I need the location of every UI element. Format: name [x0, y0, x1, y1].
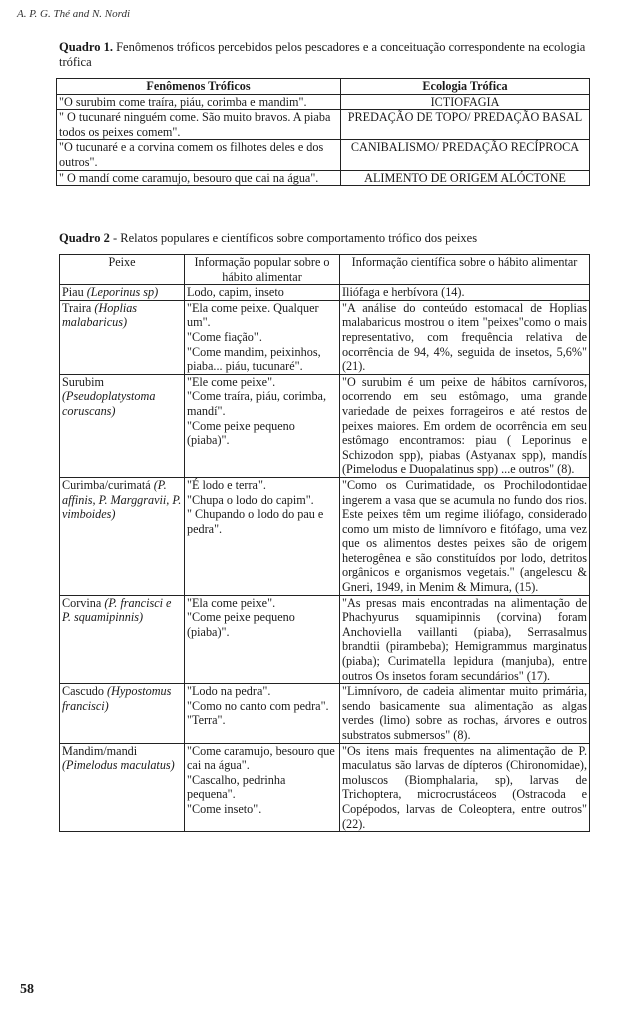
- popular-quote: "Come peixe pequeno (piaba)".: [187, 418, 295, 448]
- table-row: [57, 110, 590, 140]
- table-row: [60, 285, 590, 301]
- table-row: [60, 477, 590, 595]
- table-row: [60, 595, 590, 684]
- fish-name-cell: [60, 285, 185, 301]
- popular-quote: "Lodo na pedra".: [187, 684, 271, 699]
- popular-quote: "Come mandim, peixinhos, piaba... piáu, tucunaré".: [187, 344, 321, 374]
- table-row: [57, 140, 590, 170]
- scientific-info-cell: "A análise do conteúdo estomacal de Hoplias malabaricus mostrou o item "peixes"como o mais representativo, com frequência relativa de ocorrência de 94, 4%, seguida de insetos, 5,6%" (21).: [340, 300, 590, 374]
- popular-quote: "Come peixe pequeno (piaba)".: [187, 610, 295, 639]
- popular-info-cell: [185, 477, 340, 595]
- column-header: Informação científica sobre o hábito alimentar: [340, 255, 590, 285]
- popular-quote: " Chupando o lodo do pau e pedra".: [187, 507, 324, 536]
- table-row: [60, 743, 590, 832]
- quadro1-label: Quadro 1.: [59, 40, 113, 54]
- popular-quote: "Cascalho, pedrinha pequena".: [187, 772, 286, 802]
- fish-common-name: Piau: [62, 285, 84, 300]
- fish-common-name: Corvina: [62, 595, 102, 610]
- fish-common-name: Cascudo: [62, 684, 104, 699]
- popular-quote: "Ele come peixe".: [187, 374, 276, 389]
- scientific-info-cell: "Como os Curimatidade, os Prochilodontidae ingerem a vasa que se acumula no fundo dos rios. Este peixes têm um regime iliófago, considerado como um misto de limnívoro e fitófago, uma vez que os alimentos destes peixes são de origem heterogênea e são constituídos por lodo, detritos orgânicos e organismos vegetais." (angelescu & Gneri, 1949, in Menim & Mimura, (15).: [340, 477, 590, 595]
- table-row: [57, 94, 590, 110]
- quadro2-caption: [59, 231, 591, 246]
- fish-scientific-name: (Pimelodus maculatus): [62, 758, 175, 773]
- table-cell: CANIBALISMO/ PREDAÇÃO RECÍPROCA: [341, 140, 590, 170]
- fish-common-name: Mandim/mandi: [62, 743, 138, 758]
- quadro1-table: [56, 78, 590, 186]
- popular-info-cell: [185, 285, 340, 301]
- popular-quote: "Chupa o lodo do capim".: [187, 492, 314, 507]
- quadro2-body: [60, 285, 590, 832]
- fish-name-cell: [60, 743, 185, 832]
- fish-name-cell: [60, 300, 185, 374]
- column-header: Peixe: [60, 255, 185, 285]
- popular-quote: "Ela come peixe. Qualquer um".: [187, 300, 319, 330]
- table-cell: "O tucunaré e a corvina comem os filhotes deles e dos outros".: [57, 140, 341, 170]
- fish-name-cell: [60, 374, 185, 477]
- scientific-info-cell: Iliófaga e herbívora (14).: [340, 285, 590, 301]
- quadro2-caption-text: - Relatos populares e científicos sobre comportamento trófico dos peixes: [112, 231, 478, 245]
- fish-scientific-name: (Pseudoplatystoma coruscans): [62, 389, 156, 418]
- popular-quote: "É lodo e terra".: [187, 477, 266, 492]
- popular-quote: "Come inseto".: [187, 801, 262, 816]
- quadro2-label: Quadro 2: [59, 231, 110, 245]
- fish-name-cell: [60, 595, 185, 684]
- table-row: [60, 684, 590, 743]
- popular-info-cell: [185, 595, 340, 684]
- popular-quote: "Terra".: [187, 713, 226, 728]
- table-row: [60, 374, 590, 477]
- table-cell: ALIMENTO DE ORIGEM ALÓCTONE: [341, 170, 590, 186]
- scientific-info-cell: "O surubim é um peixe de hábitos carnívoros, ocorrendo em seu estômago, uma grande variedade de peixes forrageiros e até restos de peixes maiores. Em ordem de ocorrência em seu estômago encontramos: piau ( Leporinus e Schizodon spp), piabas (Astyanax spp), mandís (Pimelodus e Duopalatinus spp) ...e outros" (8).: [340, 374, 590, 477]
- fish-common-name: Surubim: [62, 374, 104, 389]
- popular-info-cell: [185, 743, 340, 832]
- popular-info-cell: [185, 300, 340, 374]
- table-cell: PREDAÇÃO DE TOPO/ PREDAÇÃO BASAL: [341, 110, 590, 140]
- column-header: Informação popular sobre o hábito alimentar: [185, 255, 340, 285]
- scientific-info-cell: "Os itens mais frequentes na alimentação de P. maculatus são larvas de dípteros (Chironomidae), moluscos (Biomphalaria, sp), larvas de Trichoptera, microcrustáceos (Ostracoda e Copépodos, larvas de Coleoptera, entre outros" (22).: [340, 743, 590, 832]
- table-row: [60, 300, 590, 374]
- popular-quote: "Come caramujo, besouro que cai na água".: [187, 743, 335, 773]
- popular-info-cell: [185, 374, 340, 477]
- fish-common-name: Traira: [62, 300, 92, 315]
- fish-name-cell: [60, 477, 185, 595]
- quadro1-caption-text: Fenômenos tróficos percebidos pelos pescadores e a conceituação correspondente na ecologia trófica: [59, 40, 586, 69]
- popular-quote: "Come traíra, piáu, corimba, mandí".: [187, 389, 326, 418]
- popular-info-cell: [185, 684, 340, 743]
- popular-quote: "Come fiação".: [187, 329, 262, 344]
- popular-quote: "Ela come peixe".: [187, 595, 276, 610]
- column-header: Fenômenos Tróficos: [57, 79, 341, 95]
- scientific-info-cell: "As presas mais encontradas na alimentação de Phachyurus squamipinnis (corvina) foram Anchoviella vaillanti (piaba), Serrasalmus brandtii (pirambeba); Hemigrammus marginatus (piaba); Curimatella lepidura (manjuba), entre outros Os insetos foram secundários" (17).: [340, 595, 590, 684]
- popular-quote: Lodo, capim, inseto: [187, 285, 284, 300]
- table-cell: ICTIOFAGIA: [341, 94, 590, 110]
- table-cell: " O mandí come caramujo, besouro que cai na água".: [57, 170, 341, 186]
- fish-scientific-name: (Hypostomus francisci): [62, 684, 172, 713]
- table-header-row: [60, 255, 590, 285]
- fish-name-cell: [60, 684, 185, 743]
- table-cell: " O tucunaré ninguém come. São muito bravos. A piaba todos os peixes comem".: [57, 110, 341, 140]
- running-head: A. P. G. Thé and N. Nordi: [17, 8, 131, 20]
- fish-scientific-name: (P. affinis, P. Marggravii, P. vimboides): [62, 477, 182, 522]
- table-row: [57, 170, 590, 186]
- quadro2-table: [59, 254, 590, 832]
- fish-common-name: Curimba/curimatá: [62, 477, 151, 492]
- fish-scientific-name: (P. francisci e P. squamipinnis): [62, 595, 172, 625]
- fish-scientific-name: (Leporinus sp): [86, 285, 159, 300]
- table-cell: "O surubim come traíra, piáu, corimba e mandim".: [57, 94, 341, 110]
- page-number: 58: [20, 982, 34, 997]
- column-header: Ecologia Trófica: [341, 79, 590, 95]
- scientific-info-cell: "Limnívoro, de cadeia alimentar muito primária, sendo basicamente sua alimentação as algas verdes (limo) sobre as rochas, árvores e outros substratos submersos" (8).: [340, 684, 590, 743]
- quadro1-caption: [59, 40, 591, 70]
- popular-quote: "Como no canto com pedra".: [187, 698, 329, 713]
- table-header-row: [57, 79, 590, 95]
- fish-scientific-name: (Hoplias malabaricus): [62, 300, 138, 330]
